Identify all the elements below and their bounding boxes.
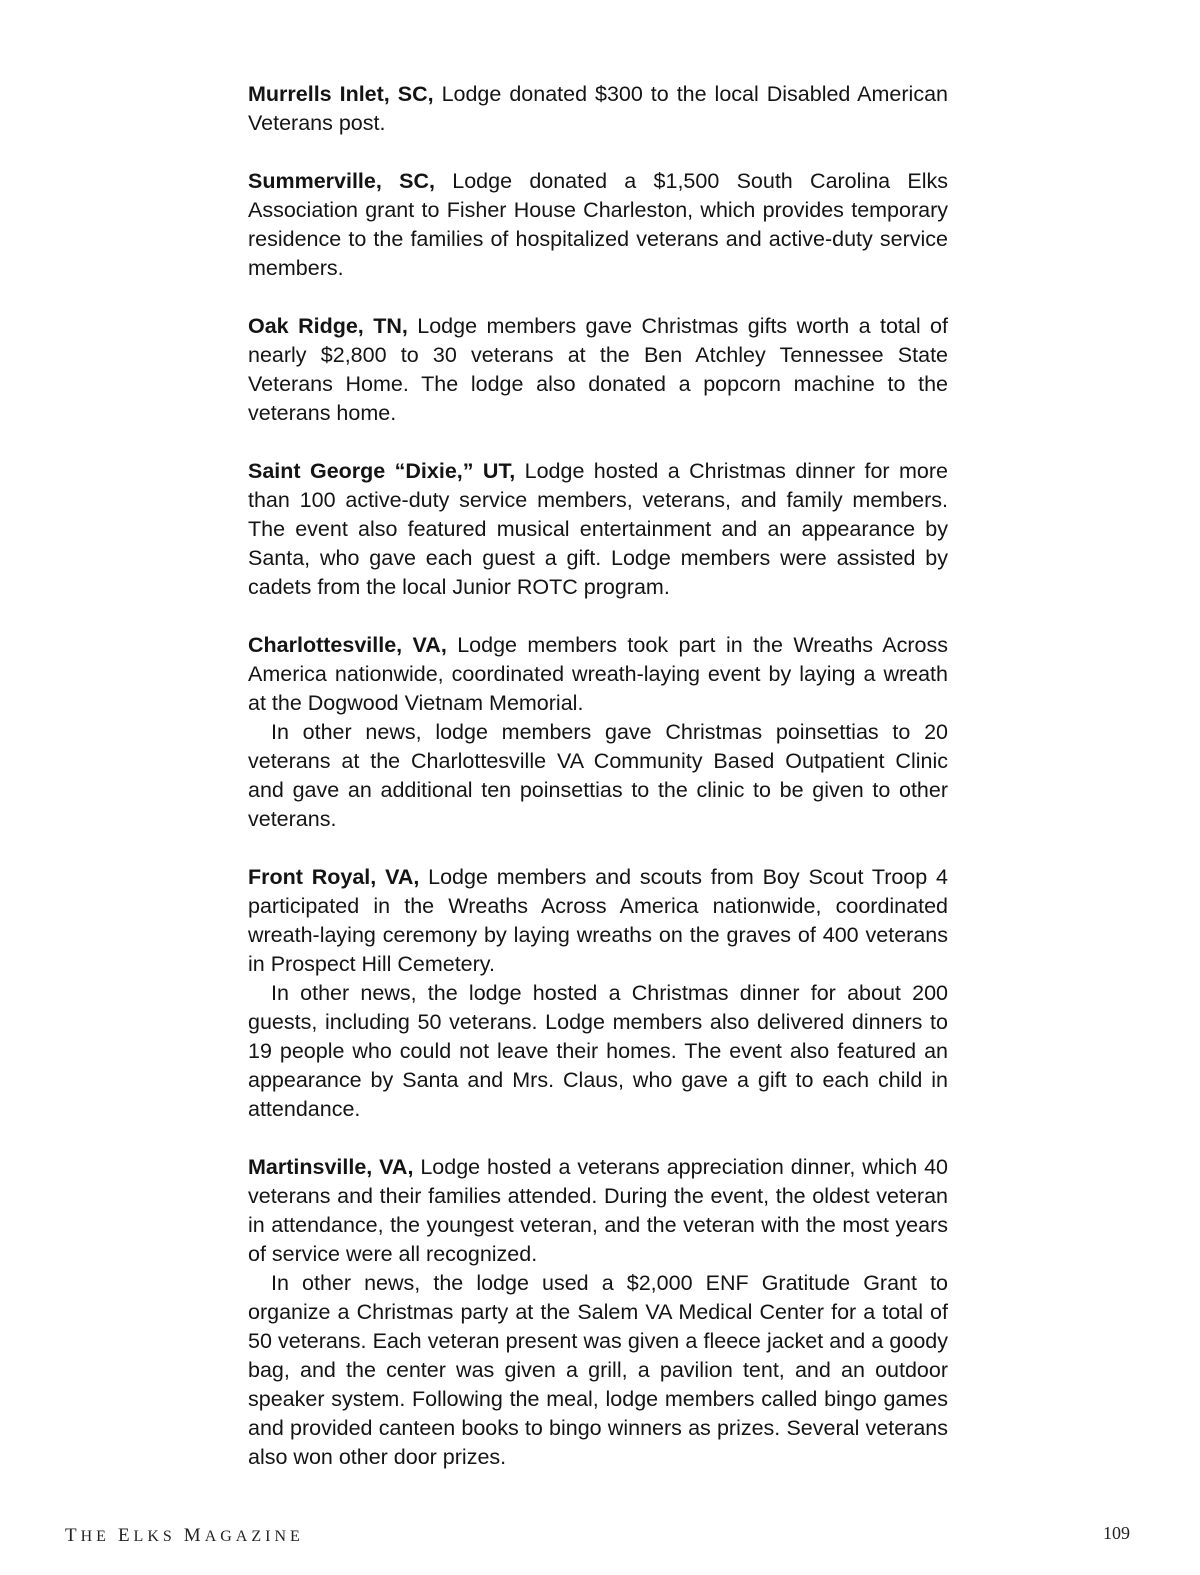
lodge-entry-front-royal: [248, 863, 948, 1124]
lodge-entry-oak-ridge: [248, 312, 948, 428]
entry-text: Lodge members took part in the Wreaths Across America nationwide, coordinated wreath-laying event by laying a wreath at the Dogwood Vietnam Memorial.: [248, 633, 948, 715]
entry-paragraph: [248, 1153, 948, 1269]
lodge-name: Summerville, SC,: [248, 169, 435, 193]
entry-paragraph-followup: In other news, the lodge used a $2,000 ENF Gratitude Grant to organize a Christmas party at the Salem VA Medical Center for a total of 50 veterans. Each veteran present was given a fleece jacket and a goody bag, and the center was given a grill, a pavilion tent, and an outdoor speaker system. Following the meal, lodge members called bingo games and provided canteen books to bingo winners as prizes. Several veterans also won other door prizes.: [248, 1271, 948, 1469]
lodge-name: Murrells Inlet, SC,: [248, 82, 434, 106]
lodge-name: Saint George “Dixie,” UT,: [248, 459, 516, 483]
magazine-title: THE ELKS MAGAZINE: [65, 1525, 304, 1546]
lodge-entry-summerville: [248, 167, 948, 283]
article-column: [248, 80, 948, 1501]
entry-paragraph-followup: In other news, the lodge hosted a Christmas dinner for about 200 guests, including 50 veterans. Lodge members also delivered dinners to 19 people who could not leave their homes. The event also featured an appearance by Santa and Mrs. Claus, who gave a gift to each child in attendance.: [248, 981, 948, 1121]
entry-text: Lodge members gave Christmas gifts worth a total of nearly $2,800 to 30 veterans at the Ben Atchley Tennessee State Veterans Home. The lodge also donated a popcorn machine to the veterans home.: [248, 314, 948, 425]
lodge-entry-saint-george: [248, 457, 948, 602]
entry-text: Lodge donated $300 to the local Disabled American Veterans post.: [248, 82, 948, 135]
lodge-name: Martinsville, VA,: [248, 1155, 414, 1179]
entry-paragraph: [248, 457, 948, 602]
lodge-name: Front Royal, VA,: [248, 865, 420, 889]
entry-text: Lodge hosted a veterans appreciation dinner, which 40 veterans and their families attended. During the event, the oldest veteran in attendance, the youngest veteran, and the veteran with the most years of service were all recognized.: [248, 1155, 948, 1266]
entry-paragraph: [248, 312, 948, 428]
lodge-entry-murrells-inlet: [248, 80, 948, 138]
entry-text: Lodge donated a $1,500 South Carolina Elks Association grant to Fisher House Charleston, which provides temporary residence to the families of hospitalized veterans and active-duty service members.: [248, 169, 948, 280]
entry-paragraph: [248, 80, 948, 138]
entry-text: Lodge hosted a Christmas dinner for more than 100 active-duty service members, veterans, and family members. The event also featured musical entertainment and an appearance by Santa, who gave each guest a gift. Lodge members were assisted by cadets from the local Junior ROTC program.: [248, 459, 948, 599]
entry-paragraph: [248, 167, 948, 283]
entry-paragraph-followup: In other news, lodge members gave Christmas poinsettias to 20 veterans at the Charlottesville VA Community Based Outpatient Clinic and gave an additional ten poinsettias to the clinic to be given to other veterans.: [248, 720, 948, 831]
lodge-entry-charlottesville: [248, 631, 948, 834]
entry-paragraph: [248, 631, 948, 718]
lodge-name: Charlottesville, VA,: [248, 633, 447, 657]
entry-paragraph: [248, 863, 948, 979]
entry-text: Lodge members and scouts from Boy Scout Troop 4 participated in the Wreaths Across America nationwide, coordinated wreath-laying ceremony by laying wreaths on the graves of 400 veterans in Prospect Hill Cemetery.: [248, 865, 948, 976]
page-number: 109: [1103, 1523, 1130, 1543]
lodge-entry-martinsville: [248, 1153, 948, 1472]
lodge-name: Oak Ridge, TN,: [248, 314, 408, 338]
